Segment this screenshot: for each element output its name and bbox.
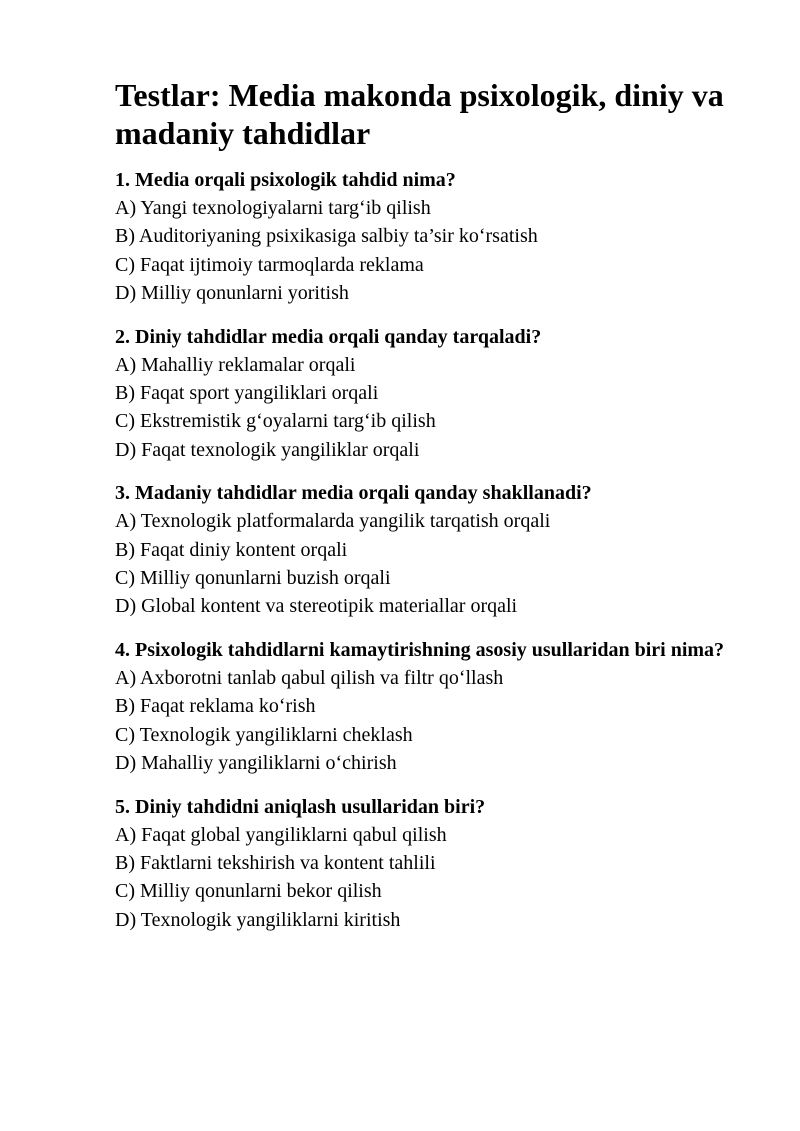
answer-option-c: C) Milliy qonunlarni bekor qilish (115, 880, 382, 903)
answer-option-c: C) Texnologik yangiliklarni cheklash (115, 723, 413, 746)
answer-option-d: D) Mahalliy yangiliklarni o‘chirish (115, 752, 397, 775)
question-text: 3. Madaniy tahdidlar media orqali qanday shakllanadi? (115, 482, 592, 505)
answer-option-b: B) Faqat reklama ko‘rish (115, 695, 316, 718)
answer-option-b: B) Faqat sport yangiliklari orqali (115, 382, 379, 405)
answer-option-a: A) Faqat global yangiliklarni qabul qilish (115, 823, 447, 846)
question-text: 4. Psixologik tahdidlarni kamaytirishning asosiy usullaridan biri nima? (115, 638, 725, 661)
answer-option-d: D) Faqat texnologik yangiliklar orqali (115, 438, 420, 461)
question-5 (115, 793, 755, 935)
answer-option-b: B) Faktlarni tekshirish va kontent tahlili (115, 851, 436, 874)
answer-option-b: B) Auditoriyaning psixikasiga salbiy ta’sir ko‘rsatish (115, 225, 538, 248)
answer-option-a: A) Texnologik platformalarda yangilik tarqatish orqali (115, 510, 551, 533)
question-text: 2. Diniy tahdidlar media orqali qanday tarqaladi? (115, 325, 542, 348)
answer-option-a: A) Yangi texnologiyalarni targ‘ib qilish (115, 197, 431, 219)
document-page (115, 76, 755, 949)
question-2 (115, 323, 755, 465)
answer-option-a: A) Axborotni tanlab qabul qilish va filtr qo‘llash (115, 666, 504, 689)
answer-option-c: C) Faqat ijtimoiy tarmoqlarda reklama (115, 253, 424, 276)
question-text: 1. Media orqali psixologik tahdid nima? (115, 169, 456, 191)
answer-option-b: B) Faqat diniy kontent orqali (115, 538, 348, 561)
answer-option-a: A) Mahalliy reklamalar orqali (115, 353, 356, 376)
question-text: 5. Diniy tahdidni aniqlash usullaridan biri? (115, 795, 486, 818)
question-1 (115, 166, 755, 308)
page-title: Testlar: Media makonda psixologik, diniy va madaniy tahdidlar (115, 77, 724, 151)
answer-option-c: C) Ekstremistik g‘oyalarni targ‘ib qilish (115, 410, 436, 433)
answer-option-d: D) Texnologik yangiliklarni kiritish (115, 908, 401, 931)
question-3 (115, 479, 755, 621)
question-4 (115, 636, 755, 778)
answer-option-c: C) Milliy qonunlarni buzish orqali (115, 567, 391, 590)
answer-option-d: D) Milliy qonunlarni yoritish (115, 282, 349, 305)
answer-option-d: D) Global kontent va stereotipik materiallar orqali (115, 595, 518, 618)
